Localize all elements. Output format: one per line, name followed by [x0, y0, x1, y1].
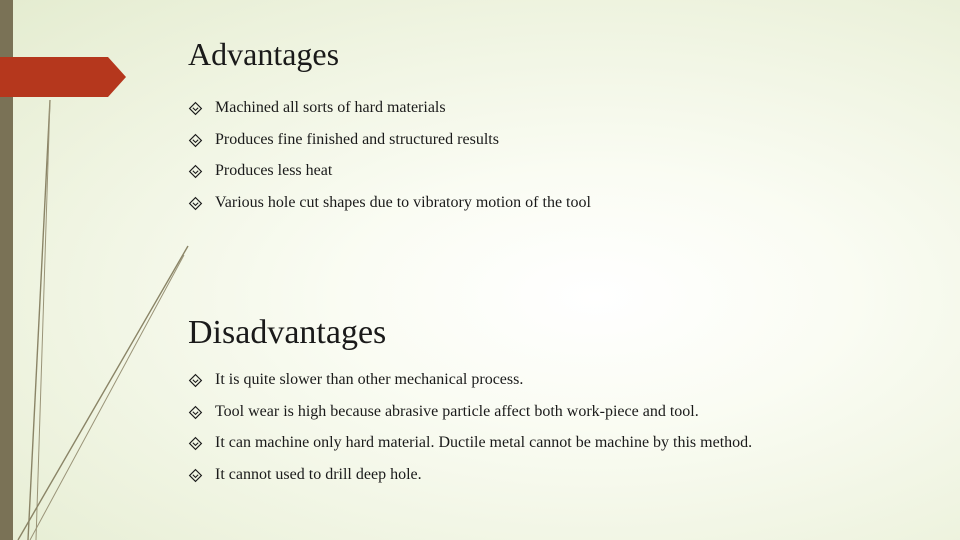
decor-line-2 [36, 100, 50, 540]
list-item [188, 367, 752, 399]
diamond-outline-icon [188, 133, 203, 148]
diamond-outline-icon [188, 436, 203, 451]
bullet-text: Various hole cut shapes due to vibratory motion of the tool [215, 193, 591, 211]
list-item [188, 127, 591, 159]
list-item [188, 462, 752, 494]
list-item [188, 190, 591, 222]
bullet-text: It can machine only hard material. Ductile metal cannot be machine by this method. [215, 434, 753, 452]
list-item [188, 430, 752, 462]
list-item [188, 158, 591, 190]
advantages-heading: Advantages [188, 36, 340, 72]
list-item [188, 95, 591, 127]
bullet-text: Produces fine finished and structured results [215, 130, 499, 148]
diamond-outline-icon [188, 405, 203, 420]
advantages-list [188, 95, 591, 221]
diamond-outline-icon [188, 164, 203, 179]
diamond-outline-icon [188, 468, 203, 483]
diamond-outline-icon [188, 196, 203, 211]
diamond-outline-icon [188, 373, 203, 388]
disadvantages-list [188, 367, 752, 493]
bullet-text: Machined all sorts of hard materials [215, 99, 446, 116]
bullet-text: It is quite slower than other mechanical process. [215, 371, 524, 388]
bullet-text: It cannot used to drill deep hole. [215, 465, 422, 483]
bullet-text: Tool wear is high because abrasive particle affect both work-piece and tool. [215, 402, 699, 420]
title-arrow-banner [0, 57, 126, 97]
decor-line-1 [28, 100, 50, 540]
list-item [188, 399, 752, 431]
diamond-outline-icon [188, 101, 203, 116]
decor-line-4 [30, 255, 184, 540]
bullet-text: Produces less heat [215, 162, 333, 180]
disadvantages-heading: Disadvantages [188, 314, 387, 351]
